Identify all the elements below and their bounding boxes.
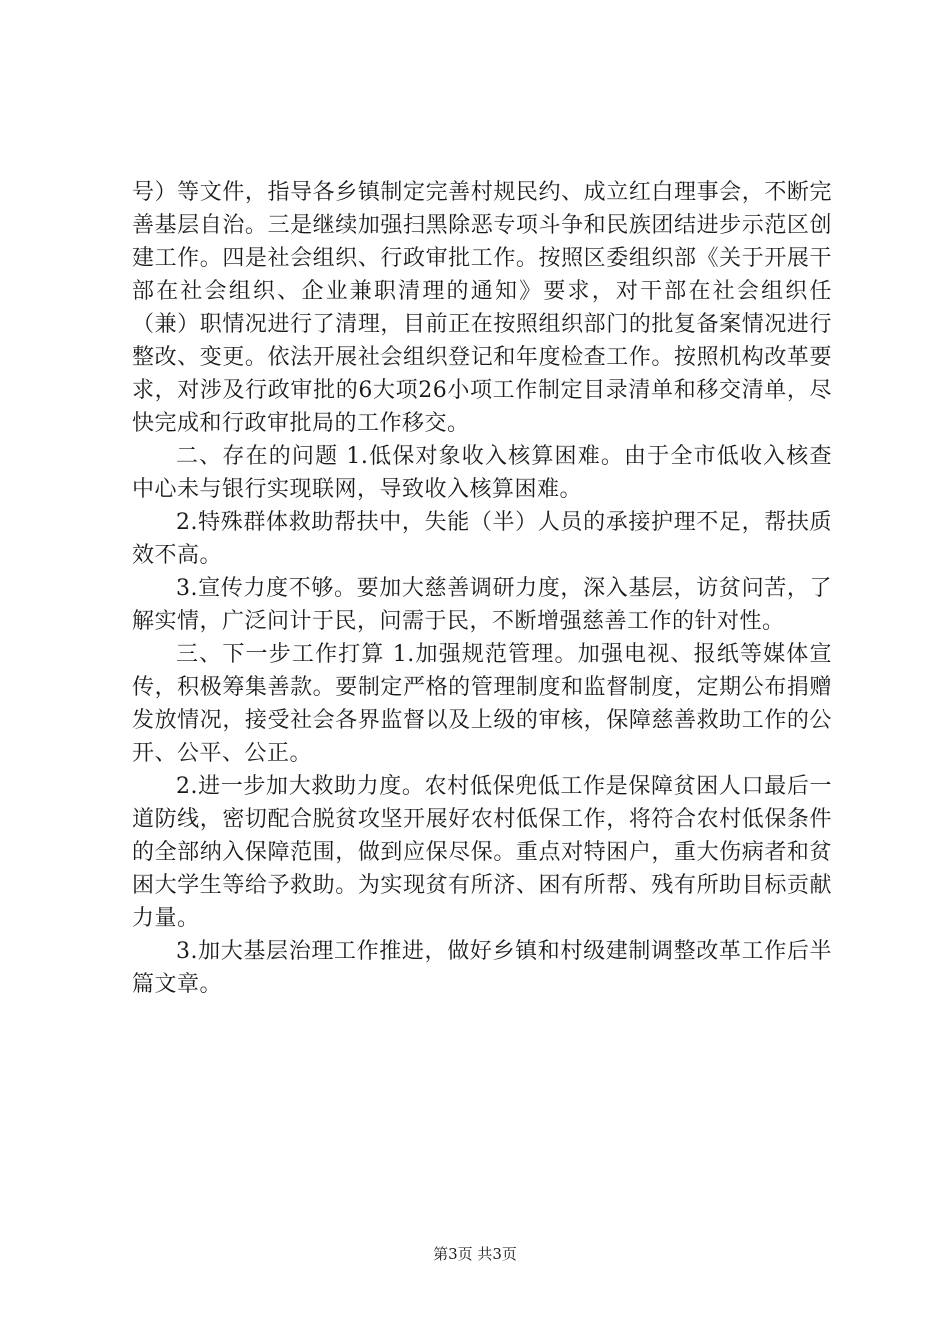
paragraph-plan-2: 2.进一步加大救助力度。农村低保兜低工作是保障贫困人口最后一道防线，密切配合脱贫攻坚开展好农村低保工作，将符合农村低保条件的全部纳入保障范围，做到应保尽保。重点对特困户，重大伤病者和贫困大学生等给予救助。为实现贫有所济、困有所帮、残有所助目标贡献力量。 [132,774,832,931]
document-body [132,176,832,1001]
paragraph-plan-3: 3.加大基层治理工作推进，做好乡镇和村级建制调整改革工作后半篇文章。 [132,939,832,997]
paragraph-problem-2: 2.特殊群体救助帮扶中，失能（半）人员的承接护理不足，帮扶质效不高。 [132,510,832,568]
paragraph-section-3-plan: 三、下一步工作打算 1.加强规范管理。加强电视、报纸等媒体宣传，积极筹集善款。要制定严格的管理制度和监督制度，定期公布捐赠发放情况，接受社会各界监督以及上级的审核，保障慈善救助工作的公开、公平、公正。 [132,642,832,766]
paragraph-continuation: 号）等文件，指导各乡镇制定完善村规民约、成立红白理事会，不断完善基层自治。三是继续加强扫黑除恶专项斗争和民族团结进步示范区创建工作。四是社会组织、行政审批工作。按照区委组织部《关于开展干部在社会组织、企业兼职清理的通知》要求，对干部在社会组织任（兼）职情况进行了清理，目前正在按照组织部门的批复备案情况进行整改、变更。依法开展社会组织登记和年度检查工作。按照机构改革要求，对涉及行政审批的6大项26小项工作制定目录清单和移交清单，尽快完成和行政审批局的工作移交。 [132,180,832,436]
page-number-footer: 第3页 共3页 [433,1245,517,1263]
paragraph-problem-3: 3.宣传力度不够。要加大慈善调研力度，深入基层，访贫问苦，了解实情，广泛问计于民，问需于民，不断增强慈善工作的针对性。 [132,576,832,634]
paragraph-section-2-problems: 二、存在的问题 1.低保对象收入核算困难。由于全市低收入核查中心未与银行实现联网，导致收入核算困难。 [132,444,832,502]
